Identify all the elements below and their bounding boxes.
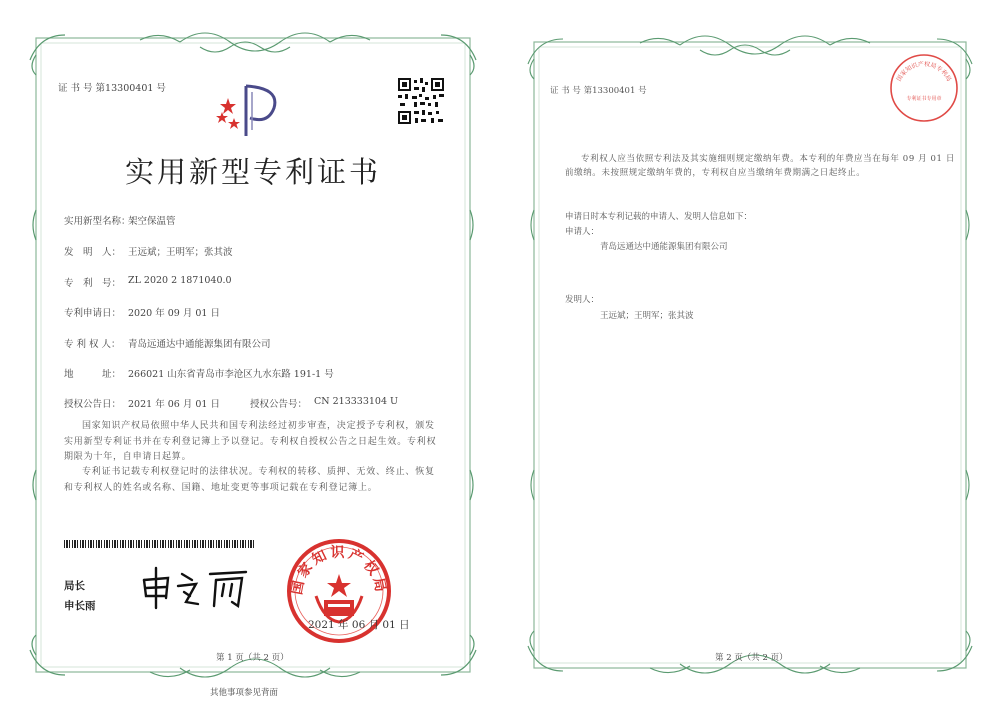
applicant-name: 青岛远通达中通能源集团有限公司 <box>600 242 728 252</box>
certificate-page-2 <box>500 0 1000 707</box>
seal-text: 国家知识产权局 <box>289 545 389 597</box>
stamp-text: 国家知识产权局专利局 <box>895 60 953 83</box>
field-label-address: 地 址： <box>64 369 122 380</box>
patentee: 青岛远通达中通能源集团有限公司 <box>128 339 271 350</box>
grant-date: 2021 年 06 月 01 日 <box>128 399 220 410</box>
field-label-filing-date: 专利申请日： <box>64 308 122 319</box>
certificate-title: 实用新型专利证书 <box>124 155 381 189</box>
seal-date: 2021 年 06 月 01 日 <box>308 619 410 631</box>
patent-office-stamp <box>888 52 960 124</box>
field-label-name: 实用新型名称： <box>64 216 131 227</box>
applicant-info-title: 申请日时本专利记载的申请人、发明人信息如下： <box>565 212 753 222</box>
stamp-inner-text: 专利证书专用章 <box>906 96 942 102</box>
director-name: 申长雨 <box>64 600 96 612</box>
field-label-grant-no: 授权公告号： <box>250 399 308 410</box>
certificate-number: 证 书 号 第13300401 号 <box>58 83 166 94</box>
inventor-label: 发明人： <box>565 295 600 305</box>
inventor-names: 王远斌；王明军；张其波 <box>600 311 694 321</box>
certificate-number-2: 证 书 号 第13300401 号 <box>550 86 647 96</box>
field-label-grant-date: 授权公告日： <box>64 399 122 410</box>
field-label-inventor: 发 明 人： <box>64 247 122 258</box>
field-label-patent-no: 专 利 号： <box>64 278 122 289</box>
svg-text:国家知识产权局专利局 <box>895 60 954 83</box>
cnipa-logo-icon <box>208 78 288 140</box>
field-label-patentee: 专 利 权 人： <box>64 339 121 350</box>
page-number-2: 第 2 页（共 2 页） <box>715 653 788 663</box>
applicant-label: 申请人： <box>565 227 600 237</box>
legal-status-statement: 专利证书记载专利权登记时的法律状况。专利权的转移、质押、无效、终止、恢复和专利权人的姓名或名称、国籍、地址变更等事项记载在专利登记簿上。 <box>64 467 435 493</box>
director-title: 局长 <box>64 580 85 592</box>
page-number-1: 第 1 页（共 2 页） <box>216 653 289 663</box>
filing-date: 2020 年 09 月 01 日 <box>128 308 220 319</box>
address: 266021 山东省青岛市李沧区九水东路 191-1 号 <box>128 369 334 380</box>
grant-statement: 国家知识产权局依照中华人民共和国专利法经过初步审查，决定授予专利权，颁发实用新型专利证书并在专利登记簿上予以登记。专利权自授权公告之日起生效。专利权期限为十年，自申请日起算。 <box>64 421 437 462</box>
annual-fee-notice: 专利权人应当依照专利法及其实施细则规定缴纳年费。本专利的年费应当在每年 09 月 01 日前缴纳。未按照规定缴纳年费的，专利权自应当缴纳年费期满之日起终止。 <box>565 154 955 178</box>
qr-code-icon <box>398 78 444 124</box>
inventors: 王远斌；王明军；张其波 <box>128 247 233 258</box>
reverse-side-note: 其他事项参见背面 <box>210 688 279 698</box>
utility-model-name: 架空保温管 <box>128 216 176 227</box>
director-signature <box>138 562 258 612</box>
barcode <box>64 540 254 548</box>
patent-number: ZL 2020 2 1871040.0 <box>128 275 232 286</box>
grant-publication-number: CN 213333104 U <box>314 396 399 407</box>
